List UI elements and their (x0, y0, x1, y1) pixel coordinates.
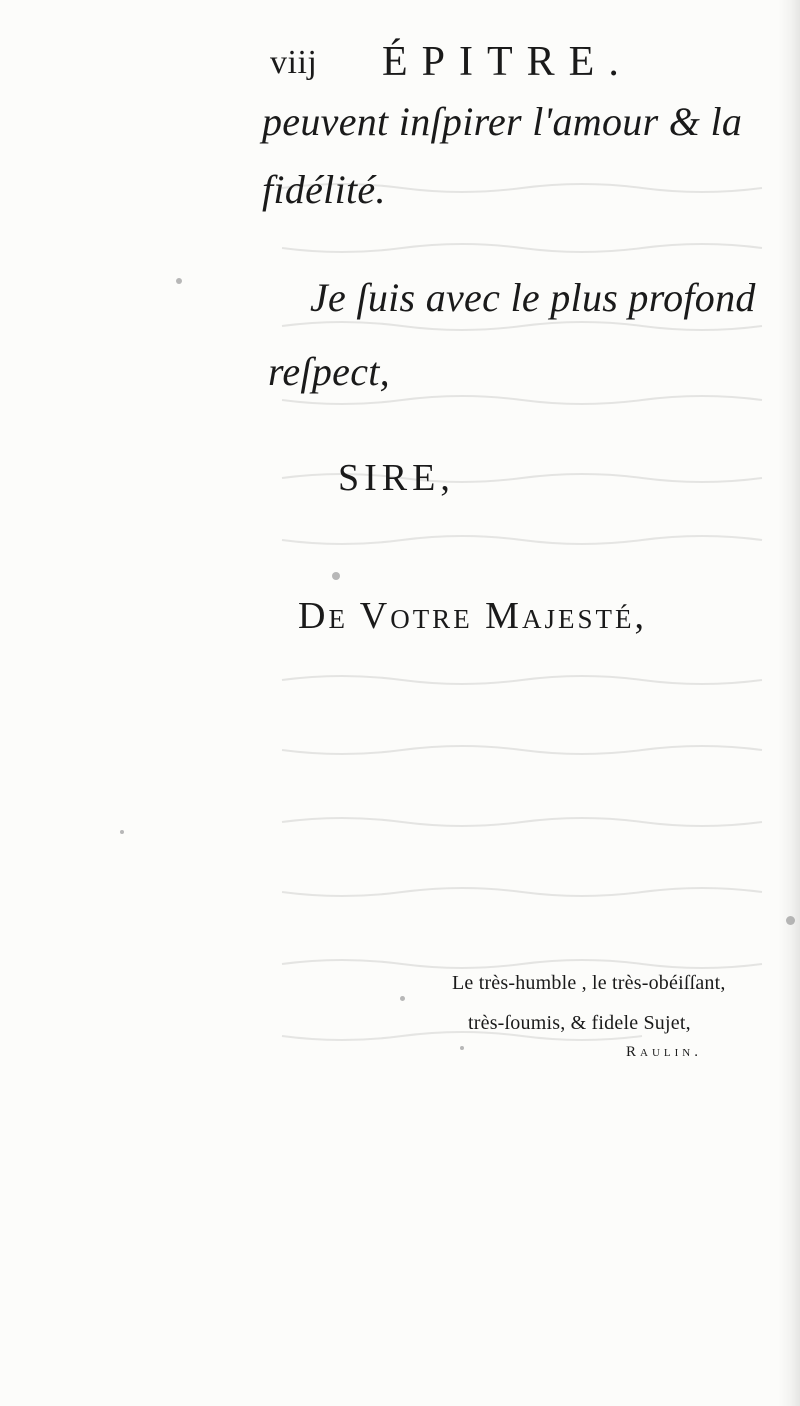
salutation: SIRE, (338, 457, 455, 499)
page-header (270, 38, 750, 98)
running-head: ÉPITRE. (382, 39, 633, 85)
signature-line: Le très-humble , le très-obéiſſant, (452, 972, 726, 994)
paper-speck (460, 1046, 464, 1050)
paper-speck (786, 916, 795, 925)
body-line: peuvent inſpirer l'amour & la (262, 99, 743, 144)
body-line: Je ſuis avec le plus profond (310, 275, 756, 320)
body-line: fidélité. (262, 167, 386, 212)
paper-speck (120, 830, 124, 834)
paper-speck (332, 572, 340, 580)
paper-speck (176, 278, 182, 284)
body-line: reſpect, (268, 349, 390, 394)
signature-line: très-ſoumis, & fidele Sujet, (468, 1012, 691, 1034)
paper-edge-shadow (778, 0, 800, 1406)
paper-speck (400, 996, 405, 1001)
majesty-address: De Votre Majesté, (298, 595, 647, 637)
signature-name: Raulin. (626, 1044, 702, 1060)
page-number: viij (270, 44, 318, 81)
